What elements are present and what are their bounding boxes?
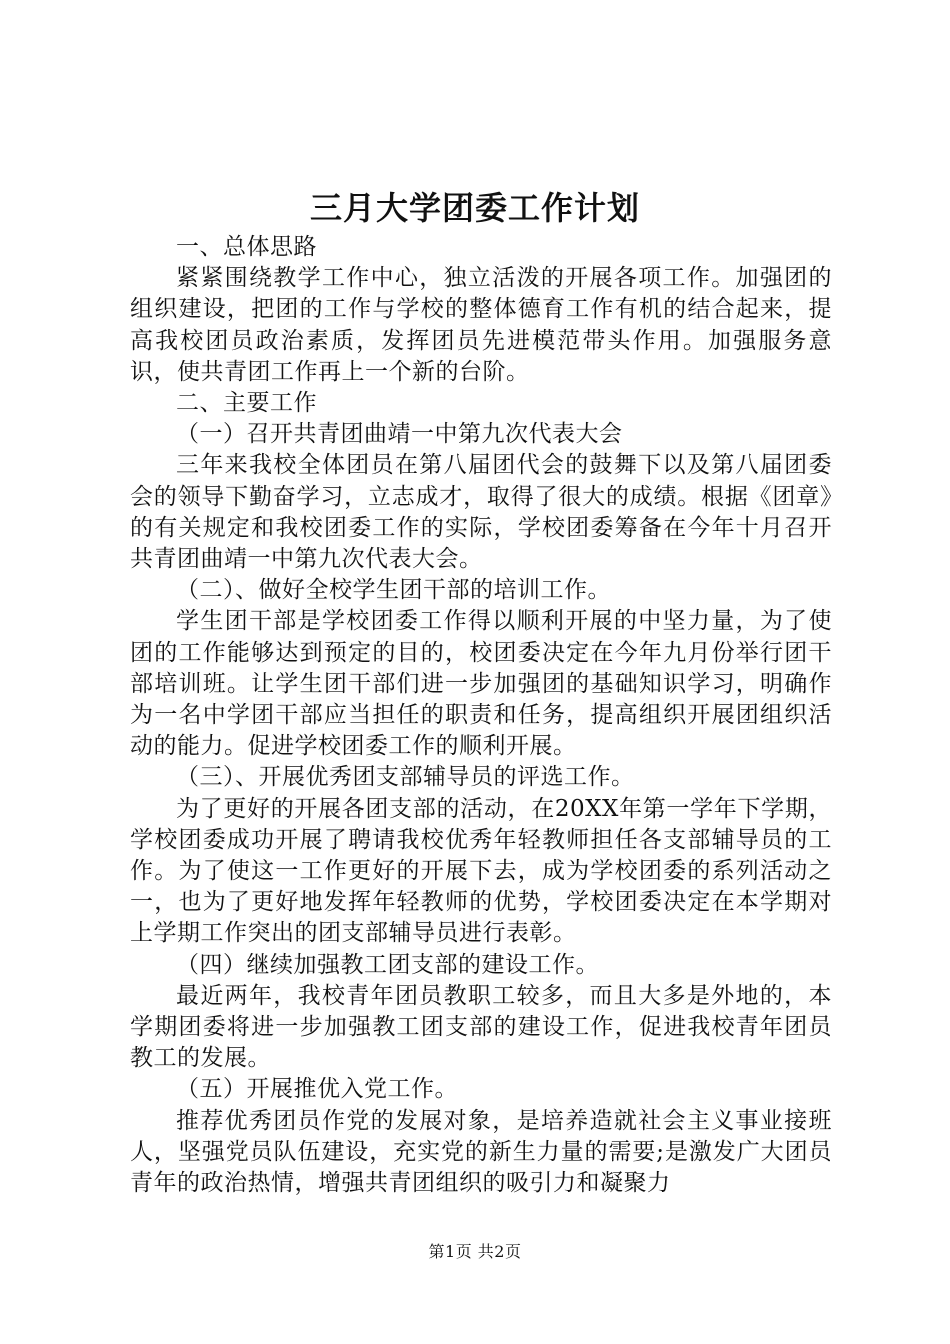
page-number-footer: 第1页 共2页	[428, 1242, 522, 1261]
document-title: 三月大学团委工作计划	[309, 189, 640, 227]
section-heading-main-work: 二、主要工作	[176, 390, 317, 417]
section-heading-overall-approach: 一、总体思路	[176, 234, 317, 260]
paragraph-party-recommendation: 推荐优秀团员作党的发展对象，是培养造就社会主义事业接班人，坚强党员队伍建设，充实党的新生力量的需要;是激发广大团员青年的政治热情，增强共青团组织的吸引力和凝聚力	[130, 1107, 832, 1197]
subheading-cadre-training: （二）、做好全校学生团干部的培训工作。	[176, 577, 611, 604]
paragraph-cadre-training: 学生团干部是学校团委工作得以顺利开展的中坚力量，为了使团的工作能够达到预定的目的，校团委决定在今年九月份举行团干部培训班。让学生团干部们进一步加强团的基础知识学习，明确作为一名中学团干部应当担任的职责和任务，提高组织开展团组织活动的能力。促进学校团委工作的顺利开展。	[130, 608, 832, 760]
subheading-congress: （一）召开共青团曲靖一中第九次代表大会	[176, 421, 623, 448]
document-body	[130, 232, 832, 1199]
paragraph-congress: 三年来我校全体团员在第八届团代会的鼓舞下以及第八届团委会的领导下勤奋学习，立志成才，取得了很大的成绩。根据《团章》的有关规定和我校团委工作的实际，学校团委筹备在今年十月召开共青团曲靖一中第九次代表大会。	[130, 452, 832, 573]
paragraph-staff-branch: 最近两年，我校青年团员教职工较多，而且大多是外地的，本学期团委将进一步加强教工团支部的建设工作，促进我校青年团员教工的发展。	[130, 982, 832, 1072]
paragraph-overall-approach: 紧紧围绕教学工作中心，独立活泼的开展各项工作。加强团的组织建设，把团的工作与学校的整体德育工作有机的结合起来，提高我校团员政治素质，发挥团员先进模范带头作用。加强服务意识，使共青团工作再上一个新的台阶。	[130, 265, 832, 385]
subheading-advisor-selection: （三）、开展优秀团支部辅导员的评选工作。	[176, 764, 635, 791]
subheading-staff-branch: （四）继续加强教工团支部的建设工作。	[176, 951, 599, 978]
paragraph-advisor-selection: 为了更好的开展各团支部的活动，在20XX年第一学年下学期，学校团委成功开展了聘请我校优秀年轻教师担任各支部辅导员的工作。为了使这一工作更好的开展下去，成为学校团委的系列活动之一，也为了更好地发挥年轻教师的优势，学校团委决定在本学期对上学期工作突出的团支部辅导员进行表彰。	[130, 795, 832, 947]
subheading-party-recommendation: （五）开展推优入党工作。	[176, 1076, 458, 1103]
